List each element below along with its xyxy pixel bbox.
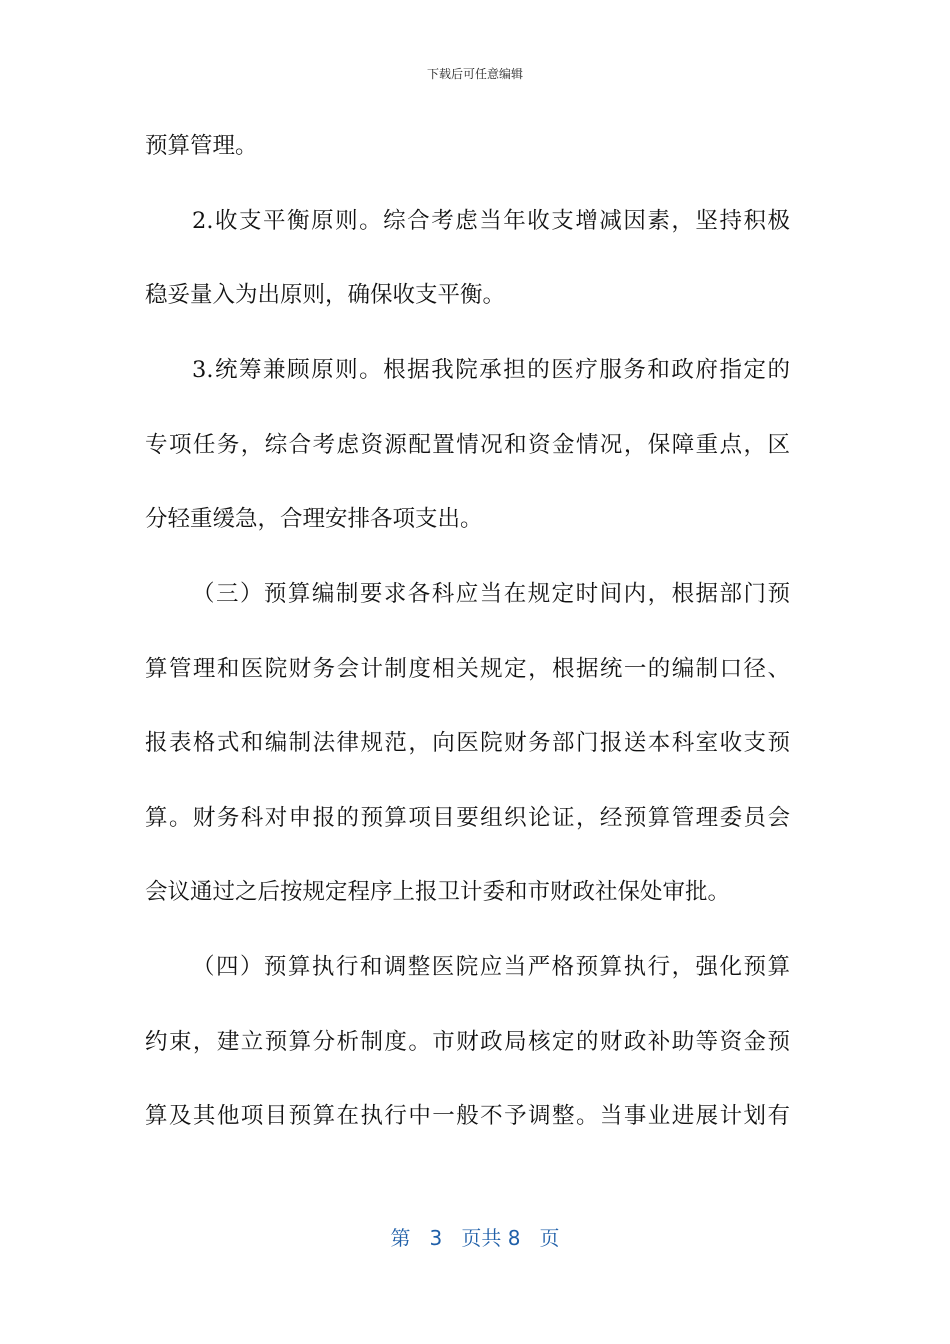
page-header: 下载后可任意编辑 (426, 67, 523, 81)
total-pages-number: 8 (507, 1226, 521, 1250)
body-line: 报表格式和编制法律规范，向医院财务部门报送本科室收支预 (145, 730, 790, 756)
body-line: （三）预算编制要求各科应当在规定时间内，根据部门预 (192, 581, 790, 607)
body-line: 算及其他项目预算在执行中一般不予调整。当事业进展计划有 (145, 1103, 790, 1129)
page-label-middle: 页共 (461, 1226, 502, 1250)
body-line: 2.收支平衡原则。综合考虑当年收支增减因素，坚持积极 (192, 208, 790, 234)
body-line: 稳妥量入为出原则，确保收支平衡。 (145, 282, 506, 308)
body-line: 约束，建立预算分析制度。市财政局核定的财政补助等资金预 (145, 1029, 790, 1055)
page-footer (0, 1224, 950, 1252)
body-line: 算管理和医院财务会计制度相关规定，根据统一的编制口径、 (145, 656, 790, 682)
body-line: 算。财务科对申报的预算项目要组织论证，经预算管理委员会 (145, 805, 790, 831)
body-line: 3.统筹兼顾原则。根据我院承担的医疗服务和政府指定的 (192, 357, 790, 383)
current-page-number: 3 (429, 1226, 443, 1250)
body-line: 专项任务，综合考虑资源配置情况和资金情况，保障重点，区 (145, 432, 790, 458)
body-line: （四）预算执行和调整医院应当严格预算执行，强化预算 (192, 954, 790, 980)
body-line: 分轻重缓急，合理安排各项支出。 (145, 506, 483, 532)
body-line: 预算管理。 (145, 133, 258, 159)
body-line: 会议通过之后按规定程序上报卫计委和市财政社保处审批。 (145, 879, 731, 905)
page-label-suffix: 页 (539, 1226, 560, 1250)
page-label-prefix: 第 (390, 1226, 411, 1250)
